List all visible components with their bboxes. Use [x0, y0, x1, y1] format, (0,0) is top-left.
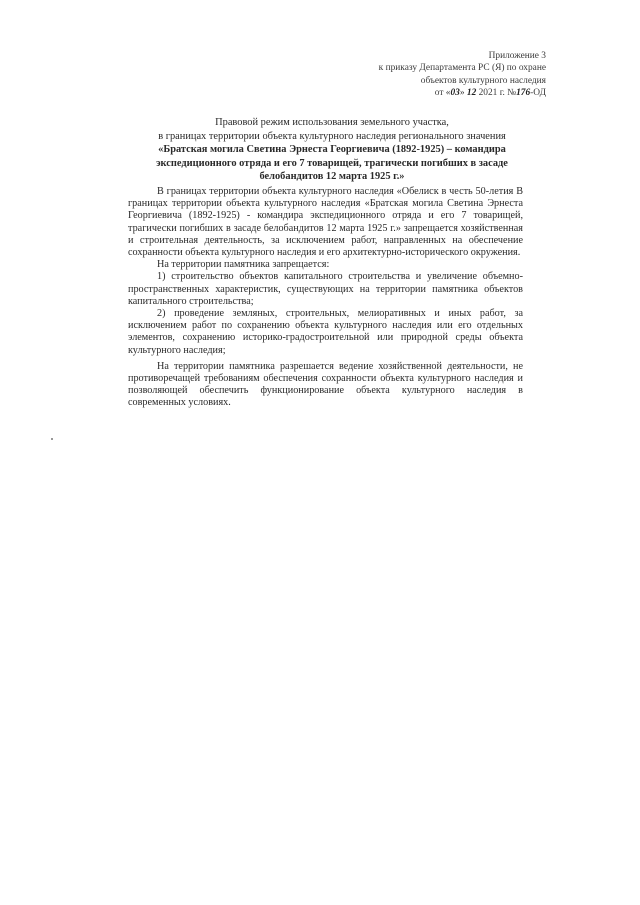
paragraph-item-2: 2) проведение земляных, строительных, мелиоративных и иных работ, за исключением работ по сохранению объекта культурного наследия или его отдельных элементов, сохранению историко-градостроительной или природной среды объекта культурного наследия;	[128, 308, 523, 356]
title-line-4: экспедиционного отряда и его 7 товарищей, трагически погибших в засаде	[156, 157, 508, 169]
date-prefix: от «	[434, 88, 451, 99]
order-reference: к приказу Департамента РС (Я) по охране	[378, 63, 546, 74]
scan-speck	[51, 438, 53, 440]
document-body	[128, 186, 523, 410]
title-line-1: Правовой режим использования земельного участка,	[215, 117, 449, 128]
order-suffix: -ОД	[530, 88, 546, 99]
date-mid: »	[459, 88, 465, 99]
date-day: 03	[450, 88, 460, 99]
title-line-3: «Братская могила Светина Эрнеста Георгиевича (1892-1925) – командира	[158, 144, 506, 156]
paragraph-intro: В границах территории объекта культурного наследия «Обелиск в честь 50-летия В границах территории объекта культурного наследия «Братская могила Светина Эрнеста Георгиевича (1892-1925) - командира экспедиционного отряда и его 7 товарищей, трагически погибших в засаде белобандитов 12 марта 1925 г.» запрещается хозяйственная и строительная деятельность, за исключением работ, направленных на обеспечение сохранности объекта культурного наследия и его архитектурно-исторического окружения.	[128, 186, 523, 259]
document-title	[150, 116, 514, 184]
paragraph-prohibited-heading: На территории памятника запрещается:	[157, 259, 330, 271]
title-line-2: в границах территории объекта культурного наследия регионального значения	[158, 130, 506, 142]
order-number: 176	[516, 88, 531, 99]
appendix-number: Приложение 3	[488, 51, 546, 61]
date-year: 2021 г. №	[478, 88, 517, 99]
order-date-line	[306, 87, 546, 99]
appendix-header	[306, 50, 546, 100]
title-line-5: белобандитов 12 марта 1925 г.»	[259, 171, 405, 183]
department-name: объектов культурного наследия	[420, 75, 546, 86]
paragraph-item-1: 1) строительство объектов капитального строительства и увеличение объемно-пространственных характеристик, существующих на территории памятника объектов капитального строительства;	[128, 271, 523, 307]
paragraph-permitted: На территории памятника разрешается ведение хозяйственной деятельности, не противоречащей требованиям обеспечения сохранности объекта культурного наследия и позволяющей обеспечить функционирование объекта культурного наследия в современных условиях.	[128, 360, 523, 409]
date-month: 12	[466, 88, 477, 99]
